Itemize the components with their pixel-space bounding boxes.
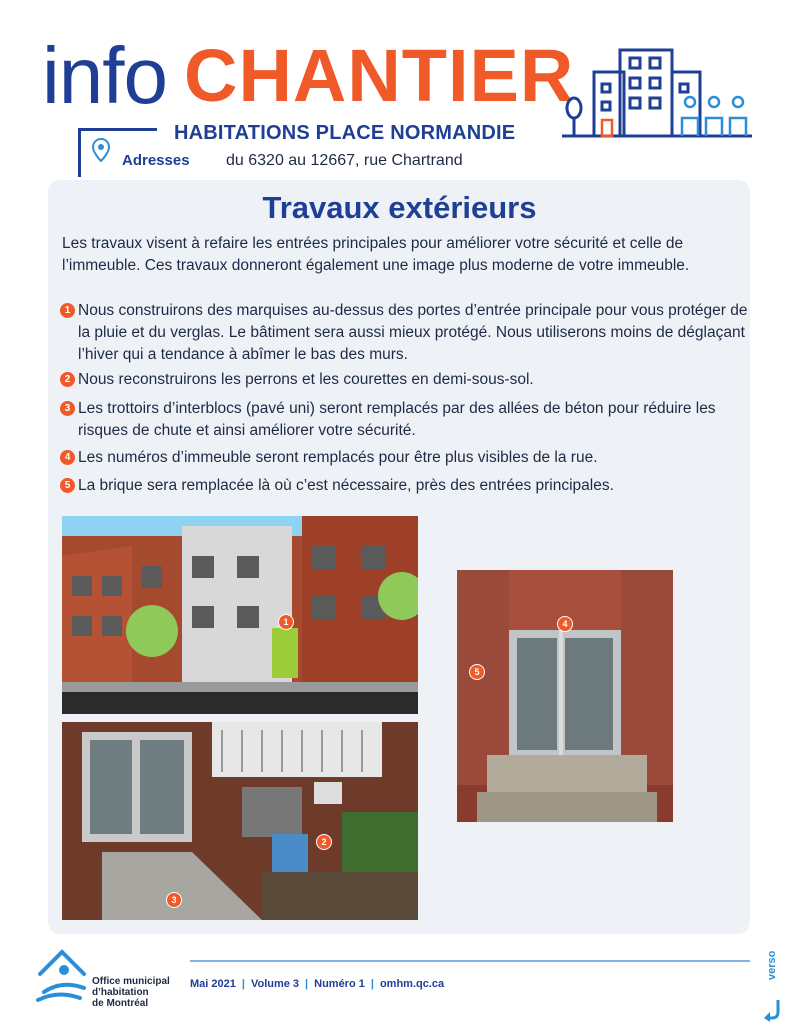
rendering-photo — [62, 516, 418, 714]
list-item-number: 4 — [60, 450, 75, 465]
photo-marker: 5 — [469, 664, 485, 680]
org-name-line: de Montréal — [92, 998, 149, 1009]
logo-chantier-text: CHANTIER — [184, 34, 575, 117]
photo-marker: 3 — [166, 892, 182, 908]
issue-date: Mai 2021 — [190, 978, 236, 990]
list-item — [60, 447, 750, 469]
org-name-line: d’habitation — [92, 987, 149, 998]
footer-divider — [190, 960, 750, 962]
list-item-number: 3 — [60, 401, 75, 416]
list-item-number: 2 — [60, 372, 75, 387]
list-item-text: La brique sera remplacée là où c’est nécessaire, près des entrées principales. — [78, 477, 614, 494]
location-pin-icon — [92, 138, 110, 162]
courtyard-photo — [62, 722, 418, 920]
website-link[interactable]: omhm.qc.ca — [379, 978, 445, 990]
org-name-line: Office municipal — [92, 976, 170, 987]
section-title: Travaux extérieurs — [262, 190, 537, 225]
issue-volume: Volume 3 — [250, 978, 300, 990]
omhm-logo-icon — [34, 944, 90, 1004]
entrance-photo — [457, 570, 673, 822]
building-people-icon — [562, 44, 758, 140]
org-name — [92, 976, 170, 1009]
list-item-text: Les trottoirs d’interblocs (pavé uni) seront remplacés par des allées de béton pour réduire les risques de chute et ainsi améliorer votre sécurité. — [78, 400, 716, 439]
section-intro: Les travaux visent à refaire les entrées principales pour améliorer votre sécurité et celle de l’immeuble. Ces travaux donneront également une image plus moderne de votre immeuble. — [62, 235, 690, 274]
footer-info: Mai 2021 | Volume 3 | Numéro 1 | omhm.qc.ca — [190, 978, 445, 990]
list-item-number: 1 — [60, 303, 75, 318]
issue-number: Numéro 1 — [314, 978, 365, 990]
list-item-text: Nous construirons des marquises au-dessus des portes d’entrée principale pour vous protéger de la pluie et du verglas. Le bâtiment sera aussi mieux protégé. Nous utiliserons moins de déglaçant l’hiver qui a tendance à abîmer le bas des murs. — [78, 302, 748, 363]
photo-marker: 1 — [278, 614, 294, 630]
list-item-number: 5 — [60, 478, 75, 493]
photo-marker: 2 — [316, 834, 332, 850]
verso-arrow-icon — [764, 998, 784, 1022]
verso-label: verso — [766, 950, 778, 980]
logo-info-text: info — [42, 31, 167, 120]
list-item — [60, 300, 750, 366]
verso-link[interactable] — [764, 950, 794, 1022]
list-item-text: Nous reconstruirons les perrons et les courettes en demi-sous-sol. — [78, 371, 534, 388]
list-item — [60, 475, 750, 497]
project-name: HABITATIONS PLACE NORMANDIE — [174, 122, 516, 144]
address-label: Adresses — [122, 152, 190, 169]
list-item-text: Les numéros d’immeuble seront remplacés pour être plus visibles de la rue. — [78, 449, 598, 466]
list-item — [60, 398, 750, 442]
photo-marker: 4 — [557, 616, 573, 632]
address-value: du 6320 au 12667, rue Chartrand — [226, 152, 463, 169]
list-item — [60, 369, 750, 391]
